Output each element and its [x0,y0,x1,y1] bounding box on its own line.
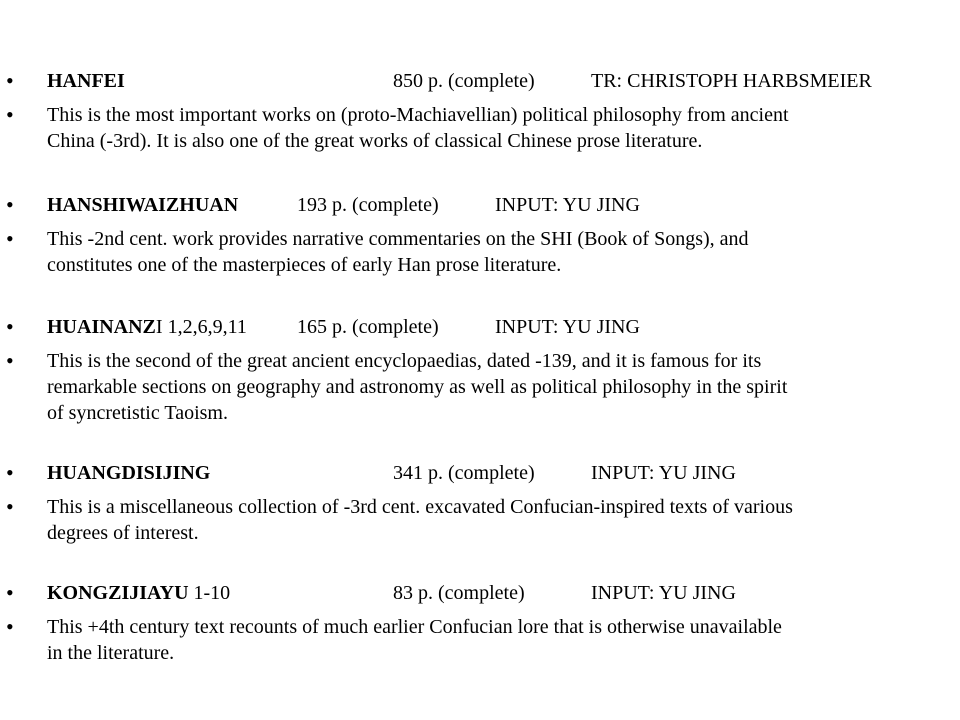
bullet: • [6,192,14,217]
entry-description-line: This +4th century text recounts of much earlier Confucian lore that is otherwise unavailable [47,616,782,638]
entry-description-line: degrees of interest. [47,522,199,544]
entry-pages: 165 p. (complete) [297,316,439,338]
entry-pages: 83 p. (complete) [393,582,525,604]
entry-pages: 193 p. (complete) [297,194,439,216]
entry-heading-kongzijiayu [47,580,947,606]
entry-title: HUAINANZ [47,316,156,338]
bullet: • [6,68,14,93]
entry-pages: 850 p. (complete) [393,70,535,92]
entry-title: HANFEI [47,70,125,92]
entry-title: HUANGDISIJING [47,462,211,484]
entry-heading-huangdisijing [47,460,947,486]
entry-title-suffix: I 1,2,6,9,11 [155,316,247,338]
entry-description-line: This is the most important works on (proto-Machiavellian) political philosophy from ancient [47,104,789,126]
bullet: • [6,314,14,339]
entry-description-line: constitutes one of the masterpieces of early Han prose literature. [47,254,562,276]
bullet: • [6,494,14,519]
bullet: • [6,614,14,639]
entry-description-line: This is a miscellaneous collection of -3rd cent. excavated Confucian-inspired texts of various [47,496,793,518]
entry-credit: INPUT: YU JING [591,462,736,484]
entry-credit: TR: CHRISTOPH HARBSMEIER [591,70,872,92]
entry-pages: 341 p. (complete) [393,462,535,484]
entry-title: HANSHIWAIZHUAN [47,194,239,216]
entry-credit: INPUT: YU JING [495,194,640,216]
bullet: • [6,102,14,127]
entry-description-line: remarkable sections on geography and astronomy as well as political philosophy in the spirit [47,376,788,398]
entry-heading-hanshiwaizhuan [47,192,947,218]
entry-heading-hanfei [47,68,947,94]
entry-credit: INPUT: YU JING [591,582,736,604]
entry-description-line: of syncretistic Taoism. [47,402,228,424]
bullet: • [6,226,14,251]
entry-credit: INPUT: YU JING [495,316,640,338]
entry-description-line: This is the second of the great ancient encyclopaedias, dated -139, and it is famous for its [47,350,762,372]
entry-title: KONGZIJIAYU [47,582,189,604]
bullet: • [6,580,14,605]
bullet: • [6,460,14,485]
bullet: • [6,348,14,373]
entry-description-line: China (-3rd). It is also one of the great works of classical Chinese prose literature. [47,130,703,152]
entry-title-suffix: 1-10 [188,582,231,604]
entry-description-line: in the literature. [47,642,175,664]
entry-description-line: This -2nd cent. work provides narrative commentaries on the SHI (Book of Songs), and [47,228,749,250]
entry-heading-huainanzi [47,314,947,340]
